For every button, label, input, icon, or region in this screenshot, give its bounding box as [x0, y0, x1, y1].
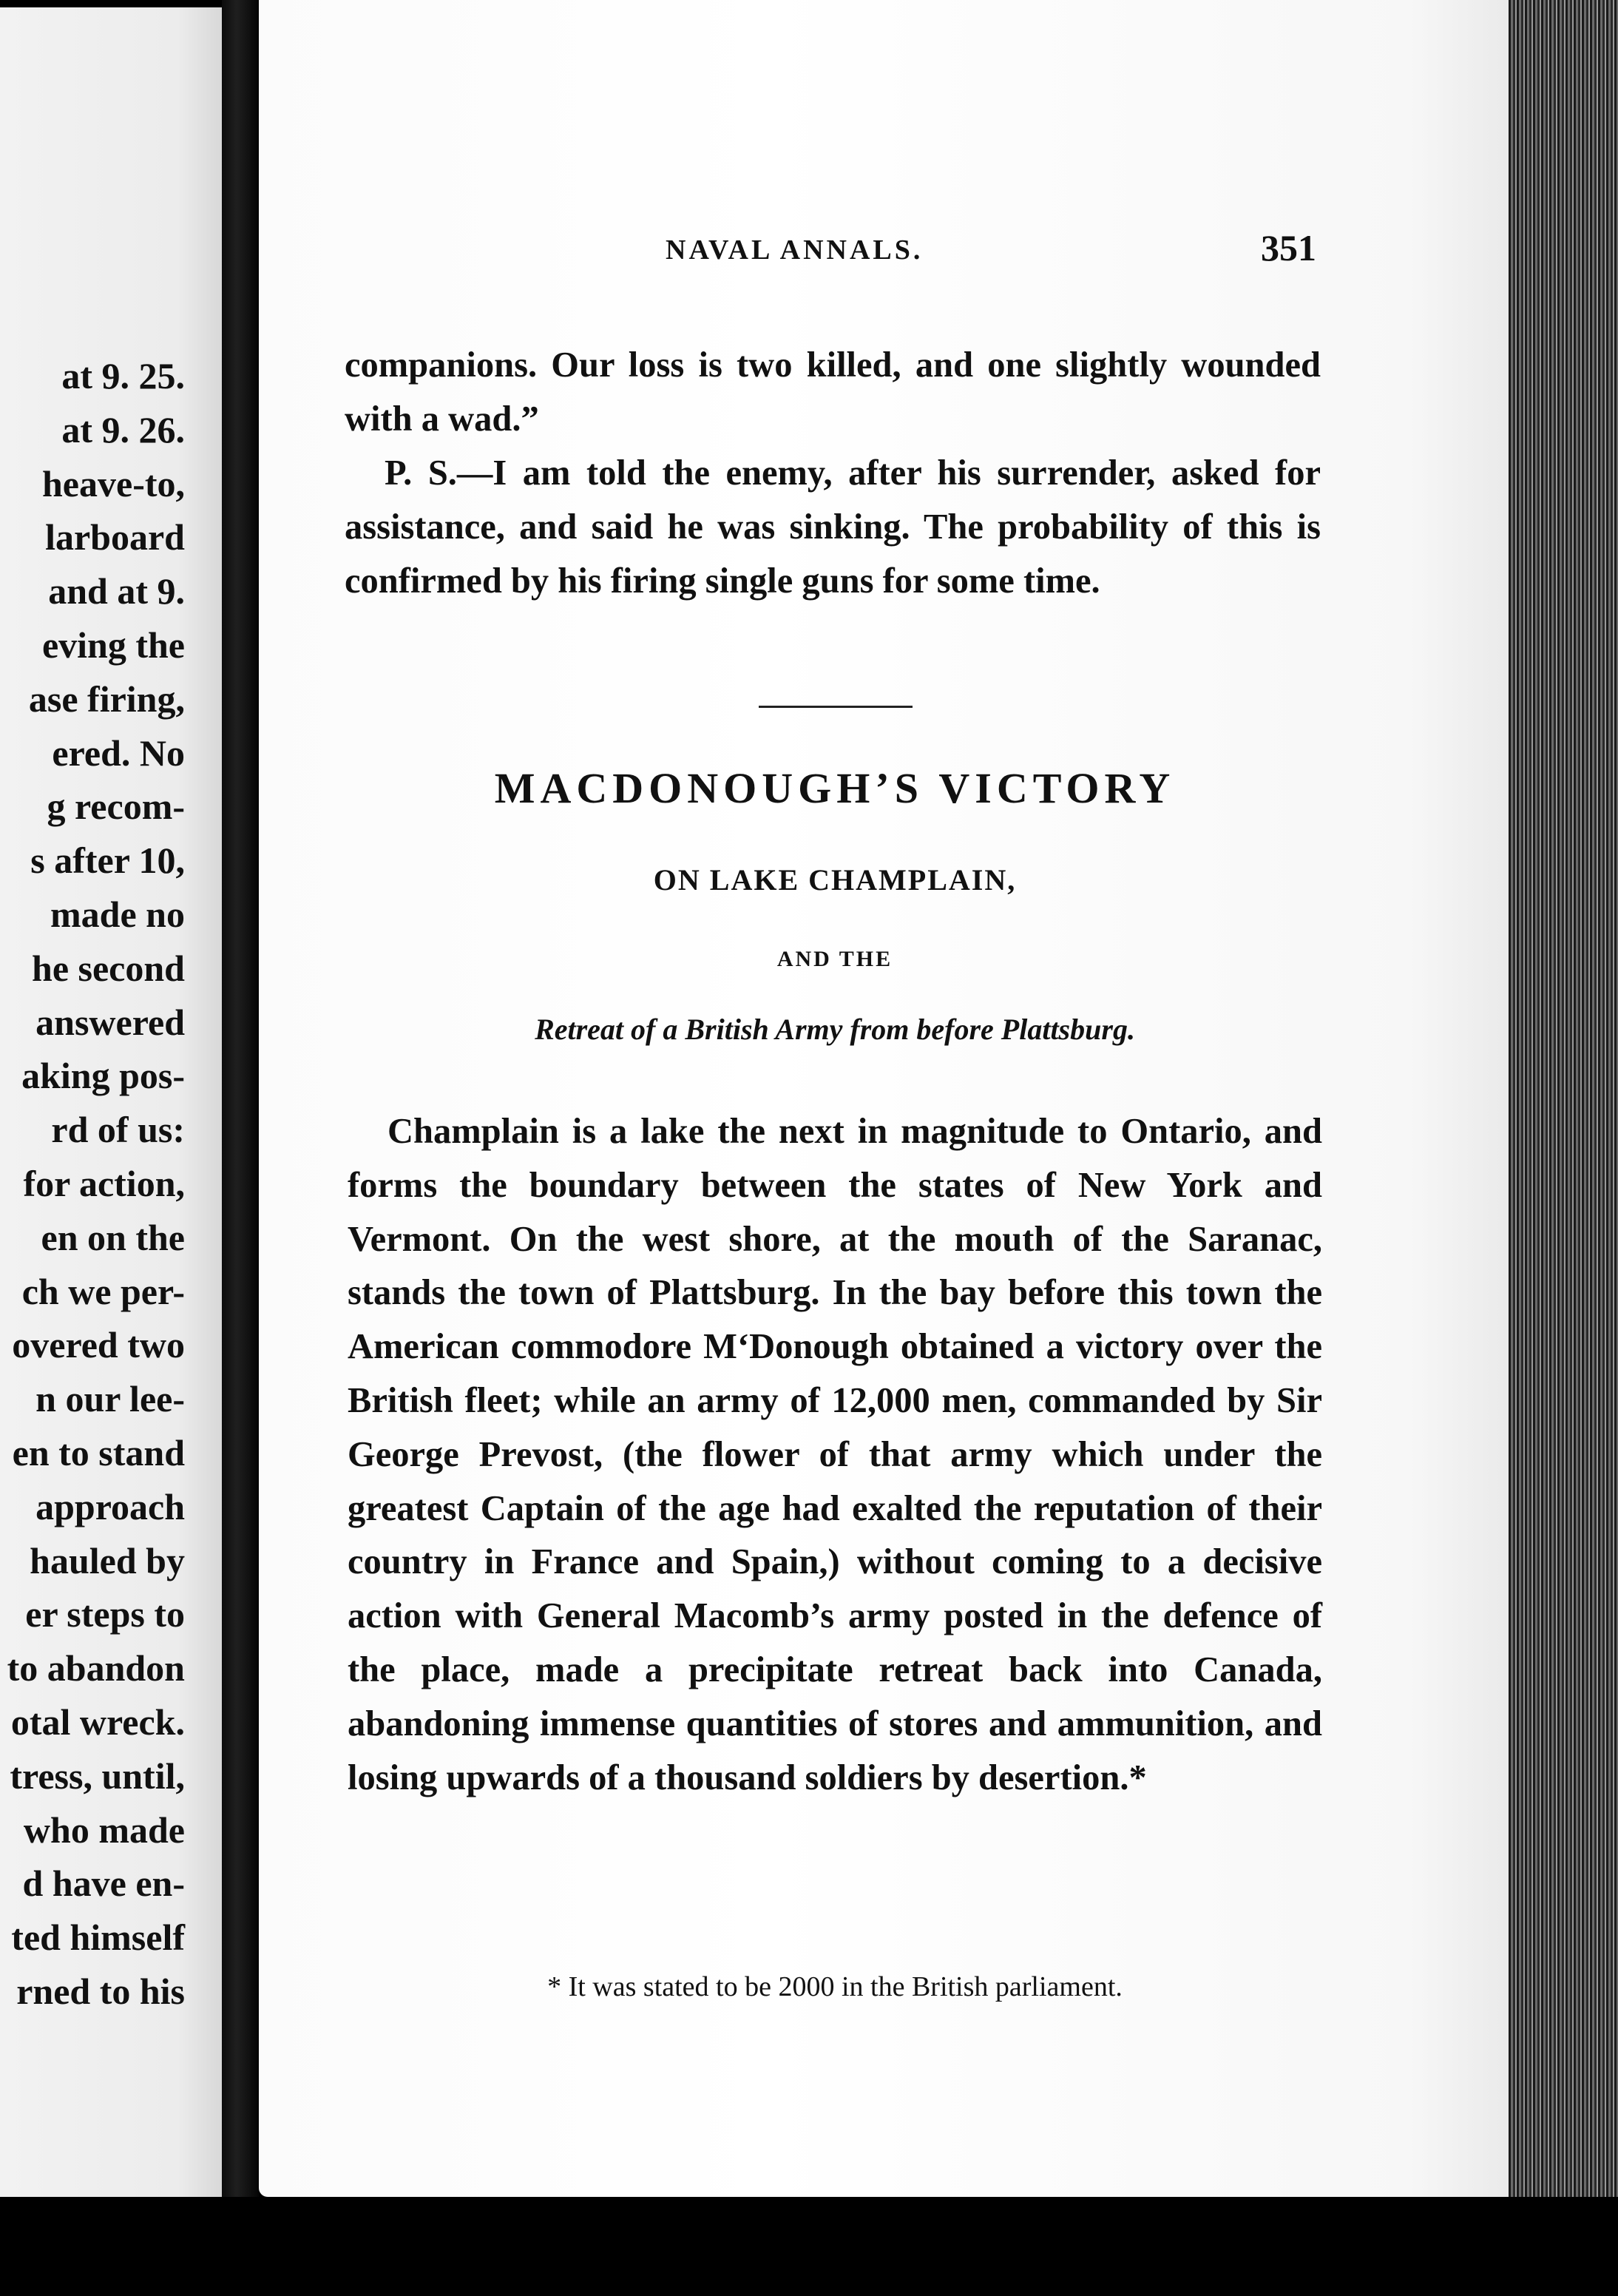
left-page-line: he second — [32, 947, 185, 989]
left-page-line: ch we per- — [21, 1270, 185, 1312]
left-page-line: larboard — [45, 516, 185, 558]
left-page-line: overed two — [12, 1324, 185, 1366]
left-page-line: answered — [35, 1001, 185, 1043]
left-page-text — [0, 349, 185, 2019]
body-paragraph: Champlain is a lake the next in magnitude to Ontario, and forms the boundary between the states of New York and Vermont. On the west shore, at the mouth of the Saranac, stands the town of Plattsburg. In the bay before this town the American commodore M‘Donough obtained a victory over the British fleet; while an army of 12,000 men, commanded by Sir George Prevost, (the flower of that army which under the greatest Captain of the age had exalted the reputation of their country in France and Spain,) without coming to a decisive action with General Macomb’s army posted in the defence of the place, made a precipitate retreat back into Canada, abandoning immense quantities of stores and ammunition, and losing upwards of a thousand soldiers by desertion.* — [348, 1112, 1322, 1797]
section-title: MACDONOUGH’S VICTORY — [494, 764, 1176, 812]
letter-closing-paragraph: companions. Our loss is two killed, and one slightly wounded with a wad.” — [345, 345, 1321, 439]
right-page — [259, 0, 1538, 2197]
left-page-line: ered. No — [52, 732, 185, 774]
left-page-line: to abandon — [7, 1647, 185, 1689]
left-page-line: approach — [35, 1485, 185, 1527]
left-page-line: aking pos- — [21, 1055, 185, 1097]
left-page-line: d have en- — [22, 1863, 185, 1905]
left-page-line: ase firing, — [28, 678, 185, 720]
scan-border — [0, 2197, 1618, 2296]
left-page-line: s after 10, — [30, 840, 185, 882]
left-page-line: tress, until, — [10, 1755, 185, 1797]
postscript-paragraph: P. S.—I am told the enemy, after his surrender, asked for assistance, and said he was sinking. The probability of this is confirmed by his firing single guns for some time. — [345, 453, 1321, 601]
left-page-line: heave-to, — [42, 462, 185, 504]
left-page-line: er steps to — [25, 1593, 185, 1635]
left-page-line: otal wreck. — [10, 1701, 185, 1743]
page-number: 351 — [1261, 227, 1316, 269]
left-page-line: rd of us: — [51, 1109, 185, 1151]
left-page-line: rned to his — [16, 1970, 185, 2012]
left-page-line: hauled by — [30, 1539, 185, 1581]
left-page-line: who made — [23, 1809, 185, 1851]
section-subtitle: ON LAKE CHAMPLAIN, — [653, 863, 1017, 897]
running-head: NAVAL ANNALS. — [666, 234, 924, 266]
left-page-line: made no — [50, 893, 185, 935]
left-page-fragment — [0, 7, 222, 2197]
left-page-line: en on the — [41, 1216, 185, 1258]
left-page-line: and at 9. — [48, 570, 185, 612]
left-page-line: at 9. 25. — [61, 355, 185, 396]
left-page-line: en to stand — [12, 1431, 185, 1473]
section-subtitle-italic: Retreat of a British Army from before Plattsburg. — [535, 1013, 1135, 1046]
left-page-line: ted himself — [11, 1917, 185, 1959]
left-page-line: n our lee- — [35, 1378, 185, 1420]
section-divider — [759, 706, 913, 708]
book-gutter — [222, 0, 259, 2241]
left-page-line: for action, — [23, 1162, 185, 1204]
page-edges — [1509, 0, 1618, 2296]
left-page-line: eving the — [41, 624, 185, 666]
left-page-line: at 9. 26. — [61, 408, 185, 450]
footnote: * It was stated to be 2000 in the British parliament. — [547, 1971, 1123, 2002]
section-connector: AND THE — [776, 947, 893, 971]
left-page-line: g recom- — [47, 786, 185, 828]
